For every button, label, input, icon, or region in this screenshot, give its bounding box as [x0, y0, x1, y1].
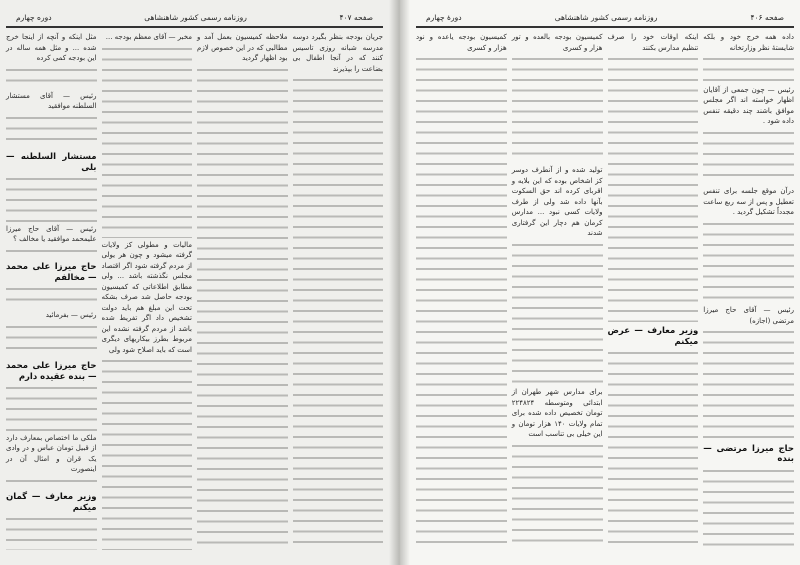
- right-page-header: [416, 10, 794, 24]
- paragraph: رئیس — آقای حاج میرزا مرتضی (اجازه): [703, 306, 794, 325]
- paragraph: درآن موقع جلسه برای تنفس تعطیل و پس از سه ربع ساعت مجدداً تشکیل گردید .: [703, 187, 794, 217]
- text-lines: [512, 55, 603, 163]
- text-lines: [703, 55, 794, 83]
- paragraph: رئیس — آقای مستشار السلطنه موافقید: [6, 91, 97, 111]
- paragraph: جریان بودجه بنظر بگیرد دوسه مدرسه شبانه روزی تاسیس کنند که در آنجا اطفال بی بضاعت را بپذیرند: [292, 33, 383, 73]
- paragraph: رئیس — چون جمعی از آقایان اظهار خواسته اند اگر مجلس موافق باشند چند دقیقه تنفس داده شود .: [703, 85, 794, 126]
- text-lines: [6, 515, 97, 550]
- left-page-number: صفحه ۴۰۷: [339, 12, 373, 22]
- text-lines: [102, 357, 193, 550]
- left-page-columns: [6, 32, 383, 552]
- text-column: [102, 32, 193, 552]
- paragraph: مثل اینکه و آنچه از اینجا خرج شده ... و مثل همه ساله در این بودجه کمی کرده: [6, 33, 97, 62]
- text-lines: [416, 55, 507, 550]
- text-lines: [512, 442, 603, 550]
- left-page-title: روزنامه رسمی کشور شاهنشاهی: [144, 12, 247, 22]
- text-lines: [6, 285, 97, 308]
- paragraph: برای مدارس شهر طهران از ابتدائی ومتوسطه ۲۲۴۸۲۴ تومان تخصیص داده شده برای تمام ولایات ۱۴۰ هزار تومان و این خیلی بی تناسب است: [511, 388, 603, 439]
- text-lines: [703, 220, 794, 303]
- text-lines: [293, 76, 384, 550]
- speaker-heading: حاج میرزا مرتضی — بنده: [703, 443, 794, 465]
- paragraph: مخبر — آقای معظم بودجه ...: [105, 33, 192, 41]
- text-column: [6, 32, 97, 552]
- paragraph: کمیسیون بودجه بالعده و تور هزار و کسری: [511, 33, 603, 52]
- text-lines: [703, 129, 794, 185]
- paragraph: مالیات و مطولی کز ولایات گرفته میشود و چون هر یولی از مردم گرفته شود اگر اقتصاد مجلس نگذشته باشد ... ولی مطابق اطلاعاتی که کمیسیون بودجه حاصل شد صرف بشکه تحت این مبلغ هم باید دولت تشخیص داد اگر تفریط شده باشد از مردم گرفته نشده این مربوط بطرز بیکاریهای دیگری است که باید اصلاح شود ولی: [101, 240, 192, 354]
- speaker-heading: حاج میرزا علی محمد — مخالفم: [6, 262, 97, 283]
- text-lines: [6, 477, 97, 489]
- text-lines: [6, 175, 97, 221]
- speaker-heading: وزیر معارف — عرض میکنم: [607, 326, 699, 347]
- text-column: [512, 32, 603, 552]
- text-lines: [102, 45, 193, 238]
- paragraph: ملاحظه کمیسیون بعمل آمد و مطالبی که در این خصوص لازم بود اظهار گردید: [197, 33, 288, 62]
- paragraph: تولید شده و از آنطرف دوسر کز اشخاص بوده که این بلایه و اقربای کرده اند حق السکوت بآنها داده شد ولی از طرف ولایات کسی نبود ... مدارس کرمان هم دچار این گرفتاری شدند: [511, 166, 603, 238]
- text-lines: [197, 66, 288, 551]
- right-page-columns: [416, 32, 794, 552]
- speaker-heading: مستشار السلطنه — بلی: [6, 152, 97, 173]
- text-lines: [608, 349, 699, 550]
- text-lines: [703, 467, 794, 550]
- speaker-heading: وزیر معارف — گمان میکنم: [6, 492, 97, 513]
- speaker-heading: حاج میرزا علی محمد — بنده عقیده دارم: [6, 361, 97, 382]
- paragraph: کمیسیون بودجه یاعده و نود هزار و کسری: [416, 33, 507, 52]
- text-lines: [6, 247, 97, 259]
- header-rule: [6, 26, 383, 28]
- text-lines: [6, 384, 97, 430]
- right-page-issue: دورهٔ چهارم: [426, 12, 462, 22]
- paragraph: رئیس — بفرمائید: [45, 311, 97, 320]
- paragraph: ملکی ما اختصاص بمعارف دارد از قبیل تومان عباس و در وادی یک قران و امثال آن در اینصورت: [6, 433, 97, 474]
- text-column: [293, 32, 384, 552]
- text-lines: [6, 114, 97, 149]
- paragraph: اینکه اوقات خود را صرف تنظیم مدارس بکنند: [607, 33, 699, 52]
- paragraph: داده همه خرج خود و بلکه شایستهٔ نظر وزارتخانه: [703, 33, 794, 52]
- text-column: [608, 32, 699, 552]
- paragraph: رئیس — آقای حاج میرزا علیمحمد موافقید یا مخالف ؟: [6, 224, 97, 244]
- text-lines: [512, 241, 603, 385]
- right-page-number: صفحه ۴۰۶: [750, 12, 784, 22]
- text-column: [416, 32, 507, 552]
- text-lines: [703, 328, 794, 439]
- right-page: [400, 0, 800, 565]
- right-page-title: روزنامه رسمی کشور شاهنشاهی: [554, 12, 658, 22]
- text-lines: [6, 66, 97, 89]
- page-gutter-shadow: [389, 0, 399, 565]
- header-rule: [416, 26, 794, 28]
- text-column: [197, 32, 288, 552]
- text-column: [703, 32, 794, 552]
- text-lines: [6, 323, 97, 358]
- left-page-header: [6, 10, 383, 24]
- page-gutter-shadow: [400, 0, 410, 565]
- left-page-issue: دوره چهارم: [16, 12, 52, 22]
- text-lines: [608, 55, 699, 322]
